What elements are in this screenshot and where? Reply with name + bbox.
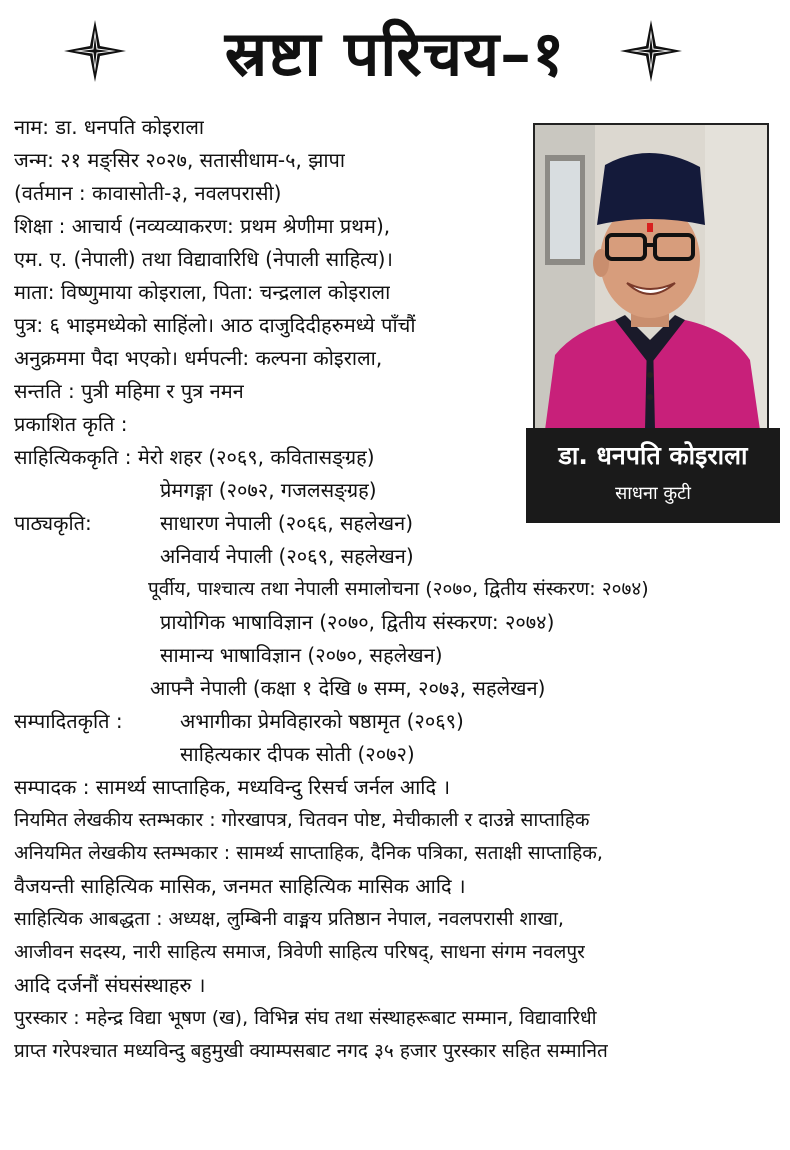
four-point-star-icon: [62, 18, 128, 84]
bio-line: वैजयन्ती साहित्यिक मासिक, जनमत साहित्यिक मासिक आदि ।: [14, 874, 466, 898]
bio-line: सम्पादितकृति :: [14, 709, 123, 733]
caption-name: डा. धनपति कोइराला: [558, 441, 748, 470]
photo-caption: [526, 428, 780, 523]
bio-line: सामान्य भाषाविज्ञान (२०७०, सहलेखन): [160, 643, 443, 667]
bio-line: सम्पादक : सामर्थ्य साप्ताहिक, मध्यविन्दु रिसर्च जर्नल आदि ।: [14, 775, 451, 799]
bio-line: पाठ्यकृति:: [14, 511, 92, 535]
bio-line: आजीवन सदस्य, नारी साहित्य समाज, त्रिवेणी साहित्य परिषद्, साधना संगम नवलपुर: [14, 941, 585, 963]
bio-line: प्रायोगिक भाषाविज्ञान (२०७०, द्वितीय संस्करण: २०७४): [160, 610, 555, 634]
bio-line: अभागीका प्रेमविहारको षष्ठामृत (२०६९): [180, 709, 464, 733]
bio-line: नियमित लेखकीय स्तम्भकार : गोरखापत्र, चितवन पोष्ट, मेचीकाली र दाउन्ने साप्ताहिक: [14, 809, 590, 831]
bio-line: जन्म: २१ मङ्सिर २०२७, सतासीधाम-५, झापा: [14, 148, 346, 172]
bio-line: (वर्तमान : कावासोती-३, नवलपरासी): [14, 181, 282, 205]
caption-place: साधना कुटी: [615, 483, 691, 504]
bio-line: पुत्र: ६ भाइमध्येको साहिंलो। आठ दाजुदिदीहरुमध्ये पाँचौं: [14, 313, 416, 337]
bio-line: साहित्यकार दीपक सोती (२०७२): [180, 742, 415, 766]
bio-line: पुरस्कार : महेन्द्र विद्या भूषण (ख), विभिन्न संघ तथा संस्थाहरूबाट सम्मान, विद्यावारिधी: [14, 1007, 597, 1029]
bio-line: प्राप्त गरेपश्चात मध्यविन्दु बहुमुखी क्याम्पसबाट नगद ३५ हजार पुरस्कार सहित सम्मानित: [14, 1040, 608, 1062]
four-point-star-icon: [618, 18, 684, 84]
bio-line: अनिवार्य नेपाली (२०६९, सहलेखन): [160, 544, 414, 568]
bio-line: अनुक्रममा पैदा भएको। धर्मपत्नी: कल्पना कोइराला,: [14, 346, 383, 370]
bio-line: प्रकाशित कृति :: [14, 412, 128, 436]
bio-line: शिक्षा : आचार्य (नव्यव्याकरण: प्रथम श्रेणीमा प्रथम),: [14, 214, 391, 238]
author-photo: [533, 123, 769, 432]
page-title: स्रष्टा परिचय–१: [224, 17, 566, 90]
bio-line: अनियमित लेखकीय स्तम्भकार : सामर्थ्य साप्ताहिक, दैनिक पत्रिका, सताक्षी साप्ताहिक,: [14, 842, 603, 864]
bio-line: पूर्वीय, पाश्चात्य तथा नेपाली समालोचना (२०७०, द्वितीय संस्करण: २०७४): [148, 578, 649, 600]
bio-line: सन्तति : पुत्री महिमा र पुत्र नमन: [14, 379, 244, 403]
bio-line: साहित्यिक आबद्धता : अध्यक्ष, लुम्बिनी वाङ्मय प्रतिष्ठान नेपाल, नवलपरासी शाखा,: [14, 908, 564, 930]
bio-line: आफ्नै नेपाली (कक्षा १ देखि ७ सम्म, २०७३, सहलेखन): [150, 676, 546, 700]
bio-line: नाम: डा. धनपति कोइराला: [14, 115, 205, 139]
bio-line: साहित्यिककृति : मेरो शहर (२०६९, कवितासङ्ग्रह): [14, 445, 375, 469]
bio-line: एम. ए. (नेपाली) तथा विद्यावारिधि (नेपाली साहित्य)।: [14, 247, 393, 271]
header: [0, 0, 790, 108]
bio-line: आदि दर्जनौं संघसंस्थाहरु ।: [14, 973, 206, 997]
bio-line: साधारण नेपाली (२०६६, सहलेखन): [160, 511, 413, 535]
bio-line: माता: विष्णुमाया कोइराला, पिता: चन्द्रलाल कोइराला: [14, 280, 391, 304]
bio-line: प्रेमगङ्गा (२०७२, गजलसङ्ग्रह): [160, 478, 377, 502]
